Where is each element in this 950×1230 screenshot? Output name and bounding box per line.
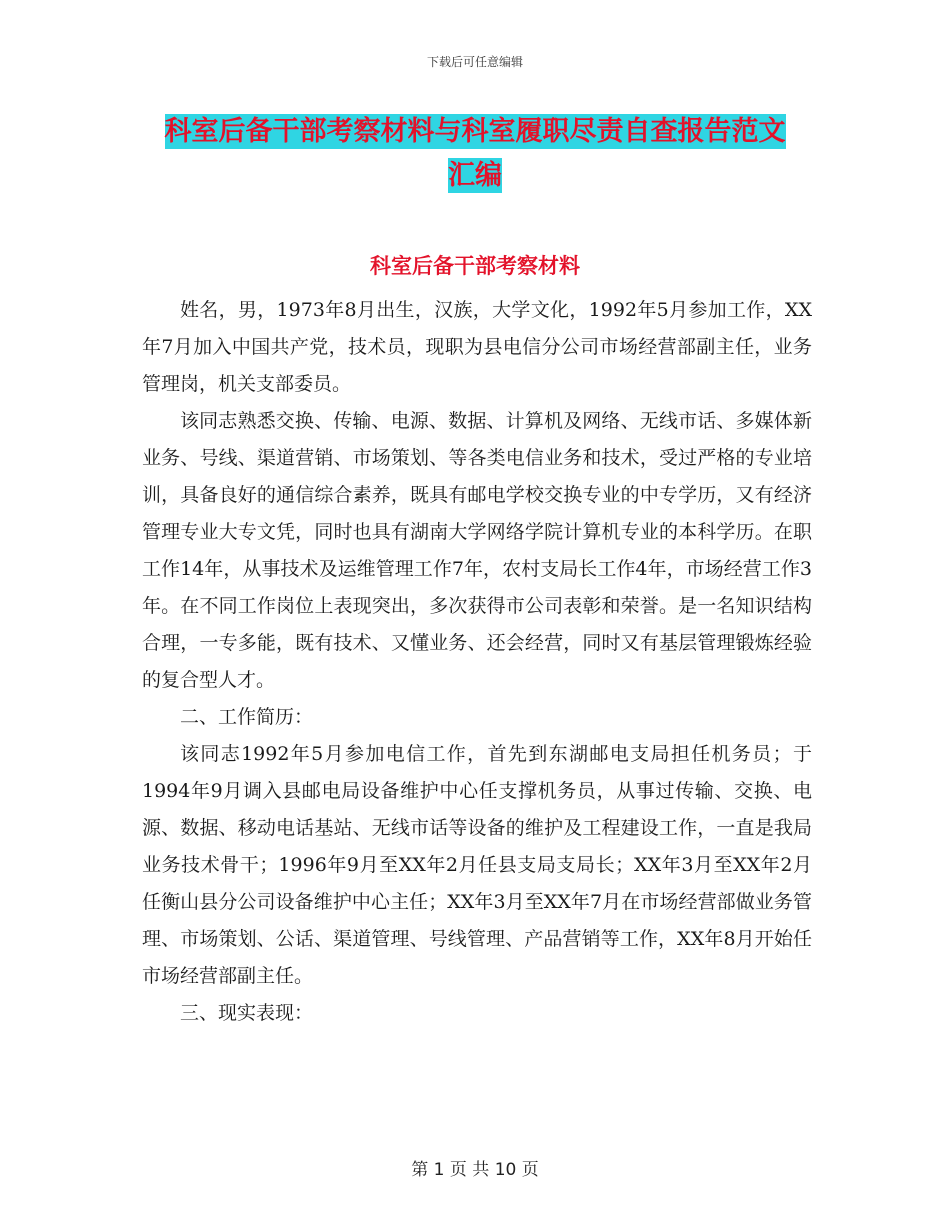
page-header: 下载后可任意编辑 — [426, 55, 523, 69]
paragraph-skills: 该同志熟悉交换、传输、电源、数据、计算机及网络、无线市话、多媒体新业务、号线、渠道营销、市场策划、等各类电信业务和技术，受过严格的专业培训，具备良好的通信综合素养，既具有邮电学校交换专业的中专学历，又有经济管理专业大专文凭，同时也具有湖南大学网络学院计算机专业的本科学历。在职工作14年，从事技术及运维管理工作7年，农村支局长工作4年，市场经营工作3年。在不同工作岗位上表现突出，多次获得市公司表彰和荣誉。是一名知识结构合理，一专多能，既有技术、又懂业务、还会经营，同时又有基层管理锻炼经验的复合型人才。 — [142, 410, 812, 691]
heading-current-performance: 三、现实表现： — [180, 1002, 314, 1024]
title-line-1: 科室后备干部考察材料与科室履职尽责自查报告范文 — [164, 116, 786, 147]
body-text — [142, 292, 812, 1032]
paragraph-personal-info: 姓名，男，1973年8月出生，汉族，大学文化，1992年5月参加工作，XX年7月加入中国共产党，技术员，现职为县电信分公司市场经营部副主任，业务管理岗，机关支部委员。 — [142, 299, 812, 395]
heading-work-history: 二、工作简历： — [180, 706, 314, 728]
paragraph-work-history: 该同志1992年5月参加电信工作，首先到东湖邮电支局担任机务员；于1994年9月调入县邮电局设备维护中心任支撑机务员，从事过传输、交换、电源、数据、移动电话基站、无线市话等设备的维护及工程建设工作，一直是我局业务技术骨干；1996年9月至XX年2月任县支局支局长；XX年3月至XX年2月任衡山县分公司设备维护中心主任；XX年3月至XX年7月在市场经营部做业务管理、市场策划、公话、渠道管理、号线管理、产品营销等工作，XX年8月开始任市场经营部副主任。 — [142, 743, 812, 987]
section-title: 科室后备干部考察材料 — [370, 254, 580, 278]
document-title — [0, 110, 950, 198]
page-footer: 第 1 页 共 10 页 — [411, 1160, 539, 1180]
title-line-2: 汇编 — [448, 160, 502, 191]
